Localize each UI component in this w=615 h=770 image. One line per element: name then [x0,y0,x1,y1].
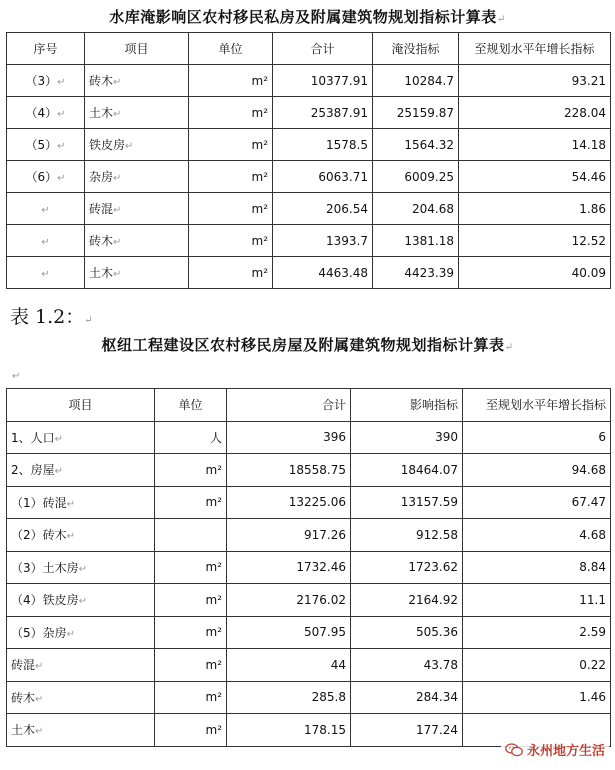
table2-cell: 土木↵ [7,714,155,747]
table1-header-cell: 至规划水平年增长指标 [459,33,611,65]
table2-row [7,681,611,714]
table1-cell: ↵ [7,193,85,225]
table2-cell: （5）杂房↵ [7,616,155,649]
table1-header-row [7,33,611,65]
table1-cell: m² [189,65,273,97]
table1-cell: 14.18 [459,129,611,161]
table1-cell: 1578.5 [273,129,373,161]
table2-cell: 砖混↵ [7,649,155,682]
table2-cell: 43.78 [351,649,463,682]
table2-cell: 砖木↵ [7,681,155,714]
table1-cell: 6009.25 [373,161,459,193]
table2-header-cell: 影响指标 [351,389,463,422]
table2-cell: 18558.75 [227,454,351,487]
table2-row [7,519,611,552]
table2-row [7,584,611,617]
table1-cell: m² [189,257,273,289]
section-label: 表 1.2：↵ [10,306,93,328]
table1-header-cell: 序号 [7,33,85,65]
table2-cell: 44 [227,649,351,682]
table2-row [7,486,611,519]
table1-cell: 4463.48 [273,257,373,289]
table1-header-cell: 项目 [85,33,189,65]
table1-cell: m² [189,225,273,257]
table2-cell: 0.22 [463,649,611,682]
table2-cell: 2164.92 [351,584,463,617]
table2-cell: 177.24 [351,714,463,747]
table2-cell: 2、房屋↵ [7,454,155,487]
table1-cell: 25387.91 [273,97,373,129]
table2-cell: m² [155,714,227,747]
table2-cell: 6 [463,421,611,454]
table1-cell: 10377.91 [273,65,373,97]
table2-cell: 285.8 [227,681,351,714]
table2-header-cell: 至规划水平年增长指标 [463,389,611,422]
table2-cell: 1732.46 [227,551,351,584]
table1-cell: ↵ [7,257,85,289]
table2-row [7,421,611,454]
watermark-text: 永州地方生活 [526,744,605,759]
table1-cell: 砖木↵ [85,225,189,257]
table1-cell: m² [189,161,273,193]
table2-cell: m² [155,681,227,714]
table1-cell: 土木↵ [85,257,189,289]
table2-row [7,551,611,584]
table2-cell: m² [155,454,227,487]
table1-header-cell: 淹没指标 [373,33,459,65]
table1-cell: 204.68 [373,193,459,225]
table1-row [7,65,611,97]
table1-cell: 砖混↵ [85,193,189,225]
table1-cell: 铁皮房↵ [85,129,189,161]
table1-cell: （5）↵ [7,129,85,161]
table2-header-cell: 单位 [155,389,227,422]
table1-row [7,97,611,129]
table2-cell: 917.26 [227,519,351,552]
table2-cell: 11.1 [463,584,611,617]
table2-cell: 13225.06 [227,486,351,519]
table2-cell: 178.15 [227,714,351,747]
table2-cell: （4）铁皮房↵ [7,584,155,617]
table2-cell: 13157.59 [351,486,463,519]
table2-row [7,649,611,682]
table1-cell: 12.52 [459,225,611,257]
table2-cell: 2.59 [463,616,611,649]
table2-cell: 912.58 [351,519,463,552]
table1-cell: 1564.32 [373,129,459,161]
table1-cell: 206.54 [273,193,373,225]
table1-cell: 228.04 [459,97,611,129]
table1-row [7,161,611,193]
table2-cell: m² [155,649,227,682]
table2-cell: m² [155,616,227,649]
table1-cell: 杂房↵ [85,161,189,193]
table2-cell [155,519,227,552]
table2-cell: 67.47 [463,486,611,519]
table1-cell: m² [189,193,273,225]
table2-cell: （1）砖混↵ [7,486,155,519]
table2-cell: 4.68 [463,519,611,552]
table1-cell: m² [189,97,273,129]
table2-cell: 1、人口↵ [7,421,155,454]
table2-cell: 8.84 [463,551,611,584]
table2-cell: 507.95 [227,616,351,649]
paragraph-mark: ↵ [12,371,21,382]
wechat-icon [505,743,523,757]
table2-cell: 390 [351,421,463,454]
table1-cell: m² [189,129,273,161]
table1-cell: （3）↵ [7,65,85,97]
table2-cell: 18464.07 [351,454,463,487]
table1-cell: 1.86 [459,193,611,225]
table2-cell: （2）砖木↵ [7,519,155,552]
table1-cell: 25159.87 [373,97,459,129]
table1-row [7,225,611,257]
table2-cell: m² [155,551,227,584]
table1-cell: （6）↵ [7,161,85,193]
table1-row [7,129,611,161]
table1-cell: 1393.7 [273,225,373,257]
table2-cell: m² [155,584,227,617]
table1-cell: （4）↵ [7,97,85,129]
table2-row [7,616,611,649]
table2-cell: 396 [227,421,351,454]
table1-cell: 40.09 [459,257,611,289]
table2-cell: 人 [155,421,227,454]
table2-cell: 505.36 [351,616,463,649]
table1-cell: 93.21 [459,65,611,97]
table1-cell: 54.46 [459,161,611,193]
table1-cell: 1381.18 [373,225,459,257]
table2-header-cell: 合计 [227,389,351,422]
table2-cell: m² [155,486,227,519]
table2-cell: 1723.62 [351,551,463,584]
table1-row [7,193,611,225]
watermark [501,739,609,760]
table2-row [7,454,611,487]
table1-title: 水库淹影响区农村移民私房及附属建筑物规划指标计算表↵ [109,8,506,26]
table2-header-cell: 项目 [7,389,155,422]
table2-header-row [7,389,611,422]
table2-cell: 94.68 [463,454,611,487]
table1-cell: 4423.39 [373,257,459,289]
table2-cell: （3）土木房↵ [7,551,155,584]
table1-cell: ↵ [7,225,85,257]
table2-cell: 284.34 [351,681,463,714]
table1-cell: 6063.71 [273,161,373,193]
table1-cell: 砖木↵ [85,65,189,97]
table2 [6,388,611,747]
table1-header-cell: 单位 [189,33,273,65]
table1 [6,32,611,289]
table2-cell: 1.46 [463,681,611,714]
table1-cell: 10284.7 [373,65,459,97]
table1-cell: 土木↵ [85,97,189,129]
table2-title: 枢纽工程建设区农村移民房屋及附属建筑物规划指标计算表↵ [101,336,514,354]
table1-row [7,257,611,289]
table1-header-cell: 合计 [273,33,373,65]
table2-cell: 2176.02 [227,584,351,617]
